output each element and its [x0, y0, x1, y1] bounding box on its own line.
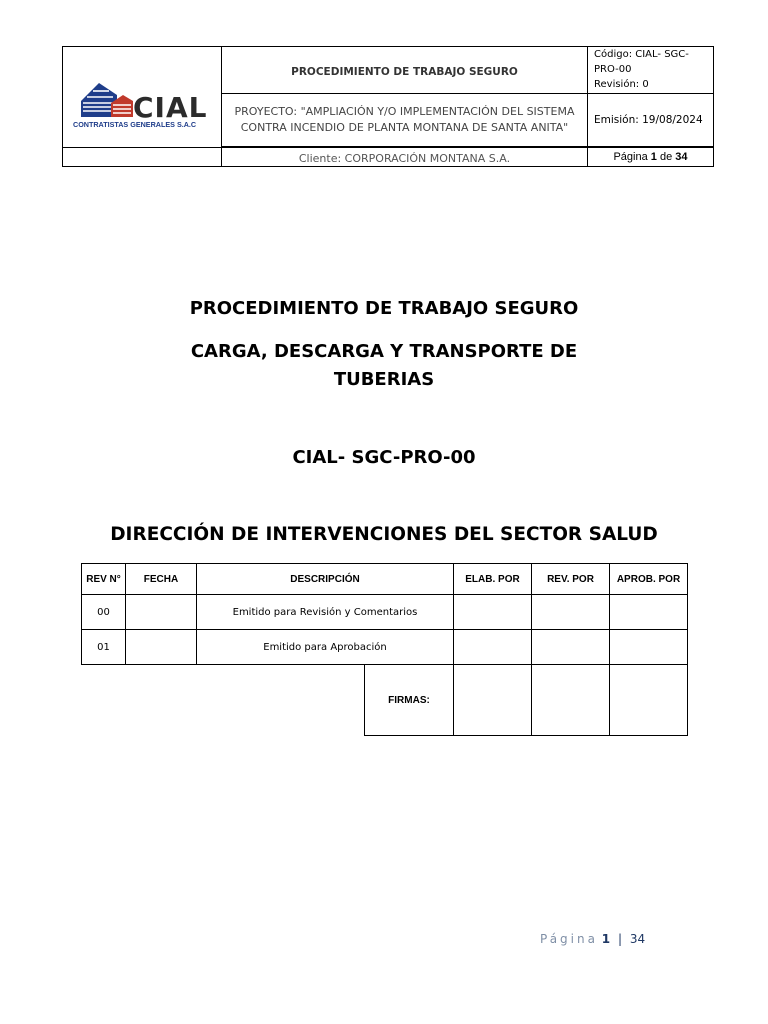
col-header: REV. POR: [532, 564, 610, 595]
page-cell: [588, 147, 714, 167]
signature-elab: [454, 665, 532, 736]
project-cell: [222, 93, 588, 148]
rev-description: Emitido para Aprobación: [197, 630, 454, 665]
client-name: Cliente: CORPORACIÓN MONTANA S.A.: [298, 152, 511, 165]
rev-date: [126, 595, 197, 630]
main-title: PROCEDIMIENTO DE TRABAJO SEGURO: [189, 298, 579, 319]
rev-elab: [454, 595, 532, 630]
revision-line: Revisión: 0: [594, 79, 649, 91]
logo-cell: [63, 47, 222, 148]
client-cell: [222, 147, 588, 167]
table-row: [82, 630, 688, 665]
revision-header-row: [82, 564, 688, 595]
code-line: Código: CIAL- SGC-: [594, 49, 689, 61]
company-logo: [67, 61, 217, 133]
col-header: DESCRIPCIÓN: [197, 564, 454, 595]
subtitle-line-2: TUBERIAS: [333, 369, 435, 390]
rev-elab: [454, 630, 532, 665]
page-prefix: Página: [613, 150, 651, 163]
logo-cell-bottom: [63, 147, 222, 167]
col-header: APROB. POR: [610, 564, 688, 595]
rev-number: 00: [82, 595, 126, 630]
table-row: [82, 595, 688, 630]
direction-title: DIRECCIÓN DE INTERVENCIONES DEL SECTOR SALUD: [110, 524, 658, 545]
rev-number: 01: [82, 630, 126, 665]
header-bottom-row: [62, 146, 714, 167]
footer-page-word: Página: [540, 932, 598, 946]
rev-rev: [532, 595, 610, 630]
signature-rev: [532, 665, 610, 736]
col-header: REV N°: [82, 564, 126, 595]
page-middle: de: [656, 150, 676, 163]
emission-date: Emisión: 19/08/2024: [594, 113, 703, 126]
rev-rev: [532, 630, 610, 665]
subtitle-line-1: CARGA, DESCARGA Y TRANSPORTE DE: [190, 341, 578, 362]
project-text: PROYECTO: "AMPLIACIÓN Y/O IMPLEMENTACIÓN DEL SISTEMA CONTRA INCENDIO DE PLANTA MONTANA DE SANTA ANITA": [234, 105, 575, 135]
firmas-label: FIRMAS:: [365, 665, 454, 736]
document-code: CIAL- SGC-PRO-00: [292, 447, 476, 468]
rev-aprob: [610, 630, 688, 665]
revision-table: [81, 563, 688, 736]
rev-description: Emitido para Revisión y Comentarios: [197, 595, 454, 630]
code-cell: [588, 47, 714, 94]
page-total: 34: [675, 150, 688, 163]
doc-type-cell: [222, 47, 588, 94]
col-header: FECHA: [126, 564, 197, 595]
footer-page-total: 34: [629, 932, 646, 946]
signature-aprob: [610, 665, 688, 736]
page-current: 1: [650, 150, 657, 163]
signature-row: [82, 665, 688, 736]
emission-cell: [588, 93, 714, 148]
logo-tagline: CONTRATISTAS GENERALES S.A.C: [73, 120, 197, 130]
page-footer: [540, 932, 645, 946]
logo-brand: CIAL: [133, 91, 208, 125]
code-line: PRO-00: [594, 64, 632, 76]
doc-type: PROCEDIMIENTO DE TRABAJO SEGURO: [291, 66, 518, 79]
col-header: ELAB. POR: [454, 564, 532, 595]
building-icon: [81, 83, 133, 117]
footer-separator: |: [617, 932, 623, 946]
rev-date: [126, 630, 197, 665]
footer-page-number: 1: [601, 932, 611, 946]
rev-aprob: [610, 595, 688, 630]
